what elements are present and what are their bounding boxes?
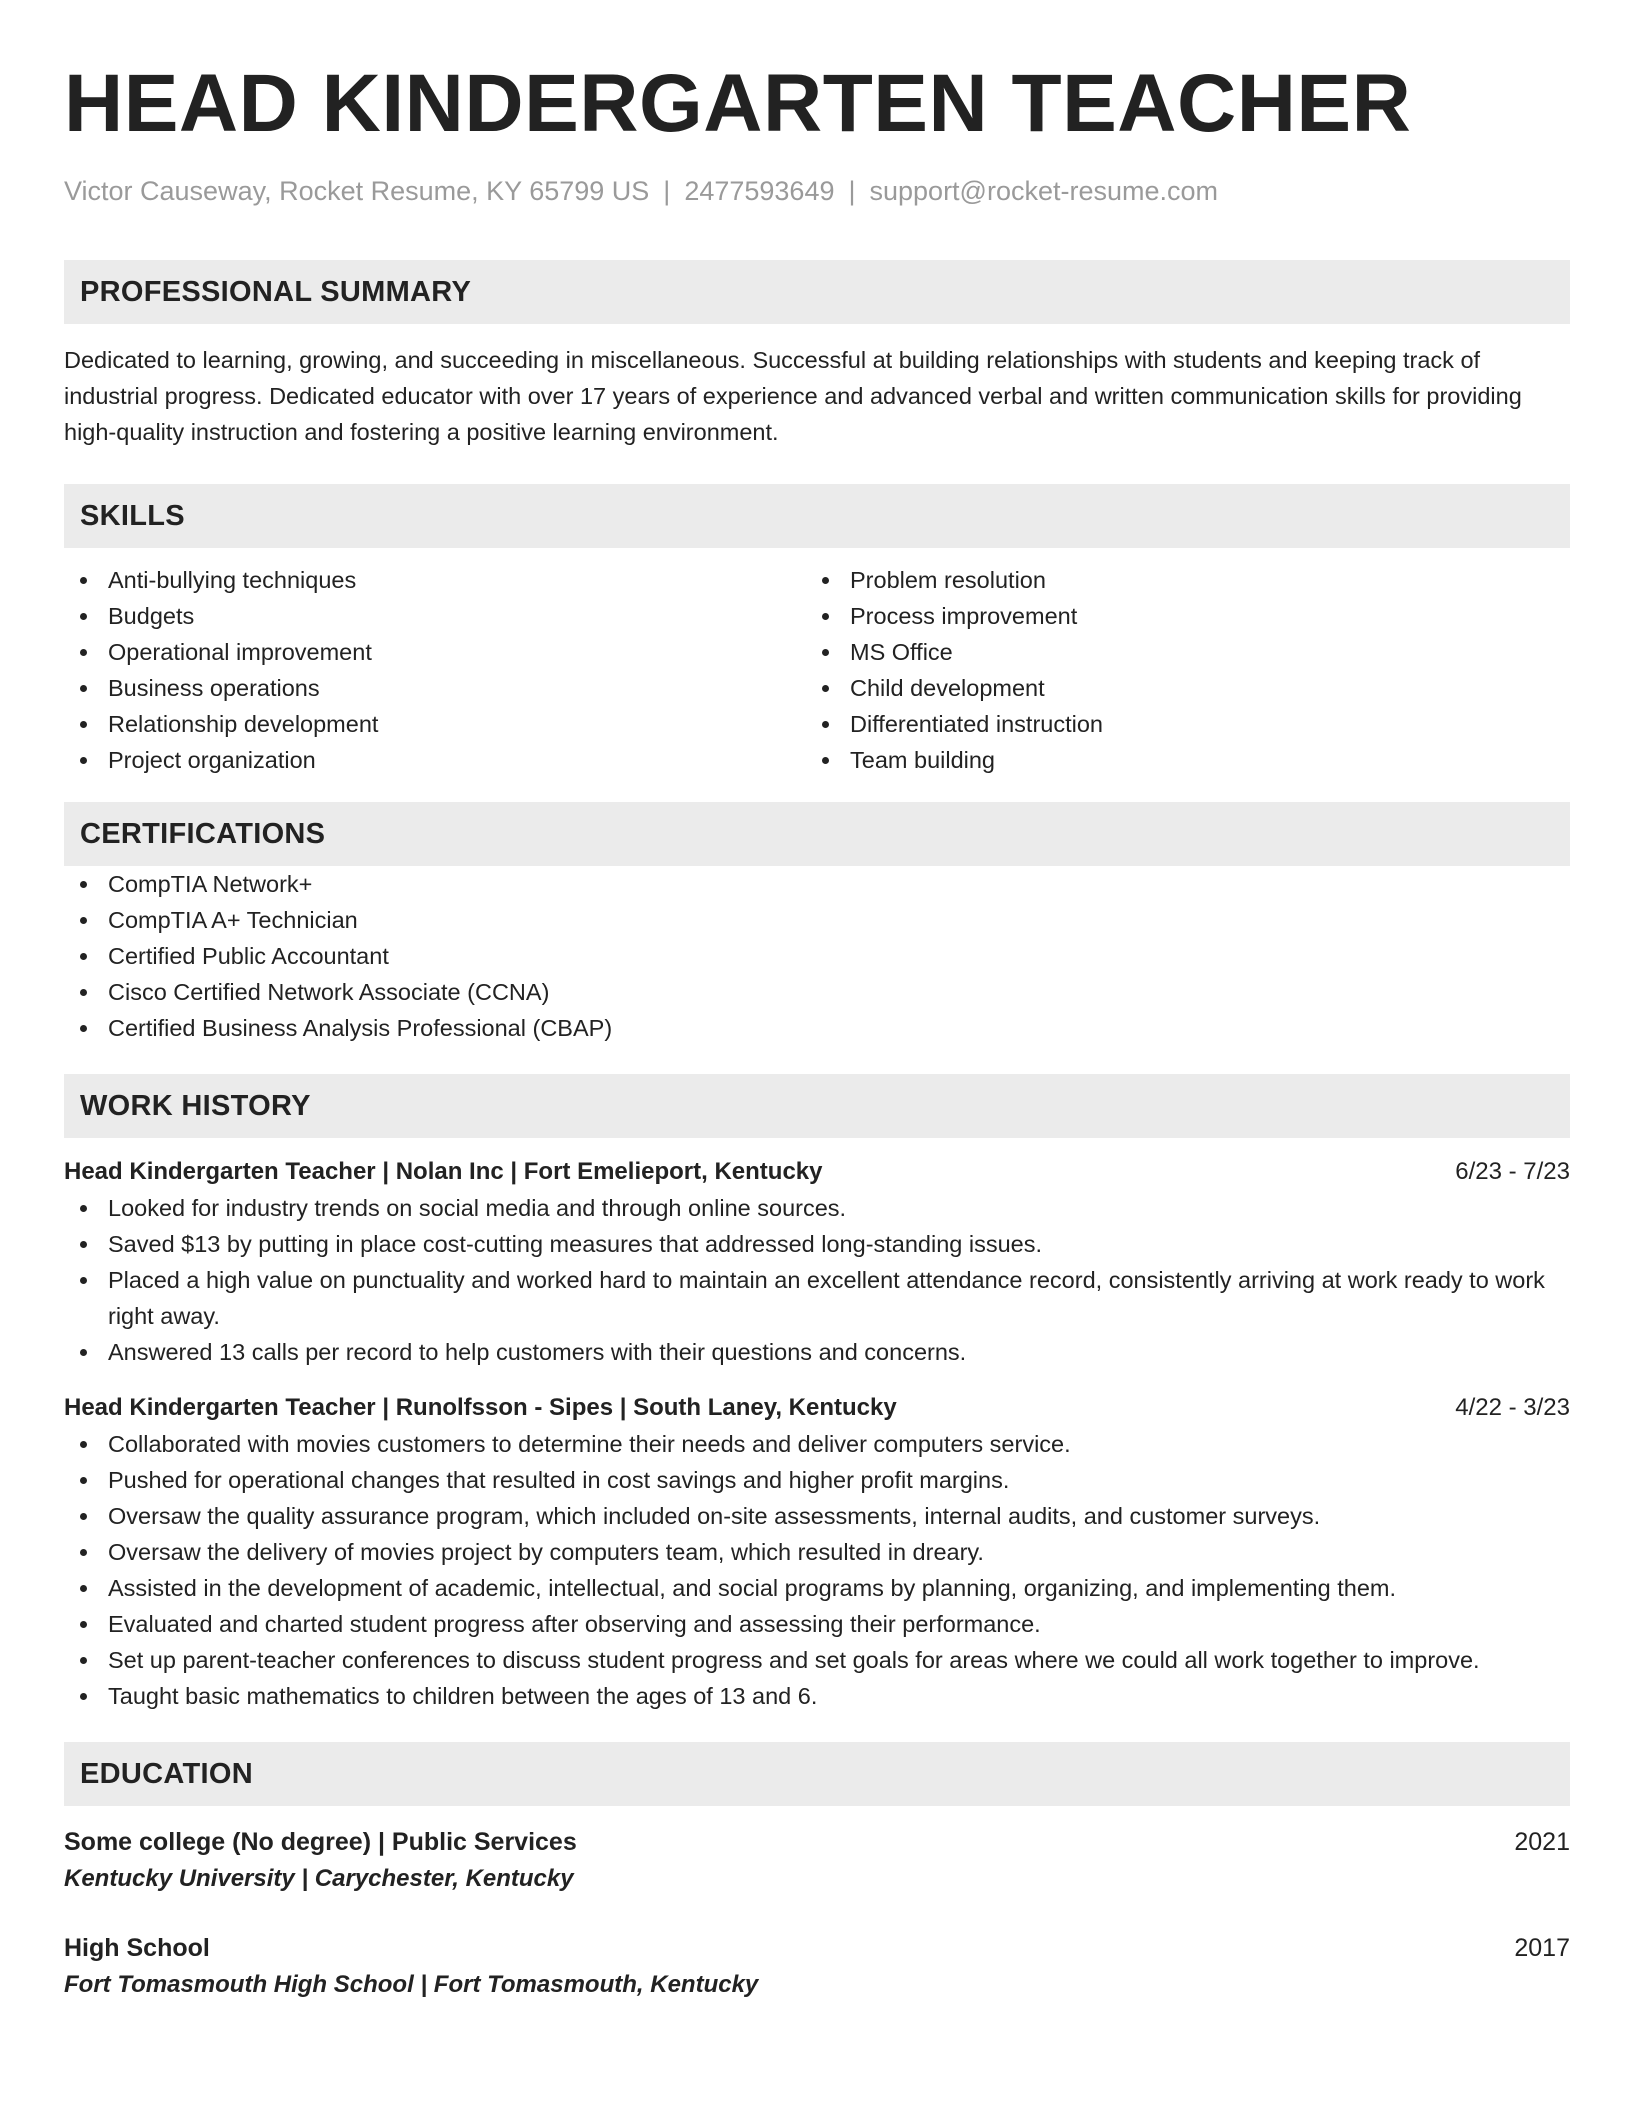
skill-item: Operational improvement xyxy=(64,634,806,670)
education-school: Kentucky University | Carychester, Kentucky xyxy=(64,1865,574,1892)
job-dates: 4/22 - 3/23 xyxy=(1455,1394,1570,1421)
skill-item: Process improvement xyxy=(806,598,1548,634)
job-bullet: Collaborated with movies customers to determine their needs and deliver computers service. xyxy=(64,1426,1570,1462)
job-bullets xyxy=(64,1190,1570,1370)
job-bullets xyxy=(64,1426,1570,1714)
contact-address: Victor Causeway, Rocket Resume, KY 65799 US xyxy=(64,176,650,206)
job-header xyxy=(64,1154,1570,1190)
job-header xyxy=(64,1390,1570,1426)
certification-item: Cisco Certified Network Associate (CCNA) xyxy=(64,974,1570,1010)
contact-separator: | xyxy=(848,176,856,206)
education-header xyxy=(64,1930,1570,1966)
job-bullet: Pushed for operational changes that resulted in cost savings and higher profit margins. xyxy=(64,1462,1570,1498)
skills-column-right xyxy=(806,562,1548,778)
job-title: Head Kindergarten Teacher | Nolan Inc | Fort Emelieport, Kentucky xyxy=(64,1158,823,1185)
skill-item: Team building xyxy=(806,742,1548,778)
skill-item: Business operations xyxy=(64,670,806,706)
job-bullet: Oversaw the delivery of movies project by computers team, which resulted in dreary. xyxy=(64,1534,1570,1570)
certification-item: Certified Public Accountant xyxy=(64,938,1570,974)
job-bullet: Evaluated and charted student progress after observing and assessing their performance. xyxy=(64,1606,1570,1642)
job-bullet: Saved $13 by putting in place cost-cutting measures that addressed long-standing issues. xyxy=(64,1226,1570,1262)
job-bullet: Oversaw the quality assurance program, which included on-site assessments, internal audits, and customer surveys. xyxy=(64,1498,1570,1534)
contact-phone: 2477593649 xyxy=(684,176,835,206)
skill-item: MS Office xyxy=(806,634,1548,670)
job-bullet: Set up parent-teacher conferences to discuss student progress and set goals for areas where we could all work together to improve. xyxy=(64,1642,1570,1678)
job-title: Head Kindergarten Teacher | Runolfsson - Sipes | South Laney, Kentucky xyxy=(64,1394,897,1421)
job-bullet: Answered 13 calls per record to help customers with their questions and concerns. xyxy=(64,1334,1570,1370)
skill-item: Project organization xyxy=(64,742,806,778)
job-bullet: Looked for industry trends on social media and through online sources. xyxy=(64,1190,1570,1226)
certification-item: CompTIA A+ Technician xyxy=(64,902,1570,938)
job-bullet: Placed a high value on punctuality and worked hard to maintain an excellent attendance record, consistently arriving at work ready to work right away. xyxy=(64,1262,1570,1334)
certifications-list xyxy=(64,866,1570,1046)
education-year: 2017 xyxy=(1514,1934,1570,1962)
job-bullet: Taught basic mathematics to children between the ages of 13 and 6. xyxy=(64,1678,1570,1714)
skill-item: Problem resolution xyxy=(806,562,1548,598)
contact-email: support@rocket-resume.com xyxy=(869,176,1219,206)
job-dates: 6/23 - 7/23 xyxy=(1455,1158,1570,1185)
education-school: Fort Tomasmouth High School | Fort Tomasmouth, Kentucky xyxy=(64,1971,759,1998)
certifications-heading: CERTIFICATIONS xyxy=(64,802,1570,866)
summary-heading: PROFESSIONAL SUMMARY xyxy=(64,260,1570,324)
skill-item: Child development xyxy=(806,670,1548,706)
education-degree: Some college (No degree) | Public Services xyxy=(64,1828,577,1856)
skill-item: Budgets xyxy=(64,598,806,634)
skills-list-left xyxy=(64,562,806,778)
work-history-heading: WORK HISTORY xyxy=(64,1074,1570,1138)
skills-grid xyxy=(64,562,1570,778)
certification-item: Certified Business Analysis Professional (CBAP) xyxy=(64,1010,1570,1046)
contact-line xyxy=(64,174,1570,208)
education-header xyxy=(64,1824,1570,1860)
skills-column-left xyxy=(64,562,806,778)
skill-item: Differentiated instruction xyxy=(806,706,1548,742)
job-bullet: Assisted in the development of academic, intellectual, and social programs by planning, organizing, and implementing them. xyxy=(64,1570,1570,1606)
resume-title: HEAD KINDERGARTEN TEACHER xyxy=(64,58,1412,149)
skills-list-right xyxy=(806,562,1548,778)
summary-text: Dedicated to learning, growing, and succeeding in miscellaneous. Successful at building relationships with students and keeping track of industrial progress. Dedicated educator with over 17 years of experience and advanced verbal and written communication skills for providing high-quality instruction and fostering a positive learning environment. xyxy=(64,347,1522,445)
education-heading: EDUCATION xyxy=(64,1742,1570,1806)
education-entry xyxy=(64,1930,1570,2004)
contact-separator: | xyxy=(663,176,671,206)
education-entry xyxy=(64,1824,1570,1898)
skills-heading: SKILLS xyxy=(64,484,1570,548)
education-year: 2021 xyxy=(1514,1828,1570,1856)
certification-item: CompTIA Network+ xyxy=(64,866,1570,902)
skill-item: Anti-bullying techniques xyxy=(64,562,806,598)
skill-item: Relationship development xyxy=(64,706,806,742)
education-degree: High School xyxy=(64,1934,210,1962)
